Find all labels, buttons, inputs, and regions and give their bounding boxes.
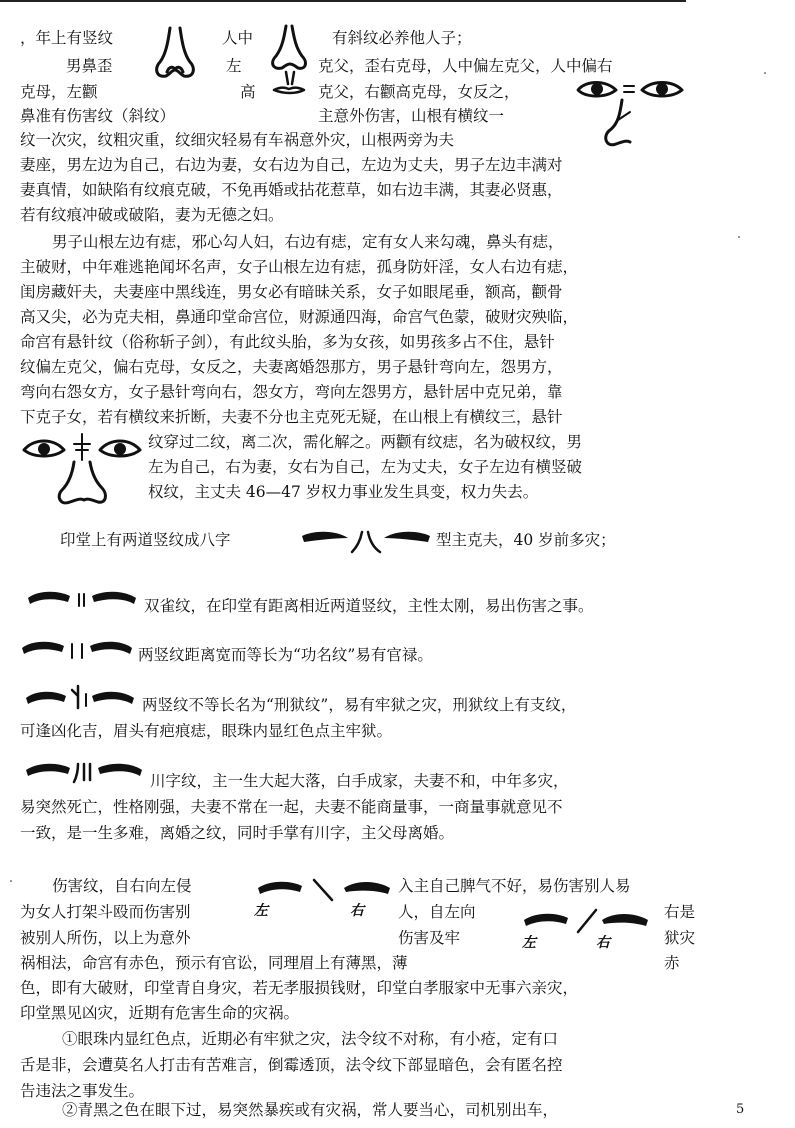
text-line: 被别人所伤，以上为意外: [20, 929, 191, 947]
text-line: 人，自左向: [398, 903, 476, 921]
scan-speck: [764, 72, 766, 74]
text-line: 纹穿过二纹，离二次，需化解之。两颧有纹痣，名为破权纹，男: [148, 433, 583, 451]
text-line: 为女人打架斗殴而伤害别: [20, 903, 191, 921]
label-right: 右: [350, 903, 364, 919]
text-line: 妻真情，如缺陷有纹痕克破，不免再婚或拈花惹草，如右边丰满，其妻必贤惠，: [20, 181, 563, 199]
text-line: ②青黑之色在眼下过，易突然暴疾或有灾祸，常人要当心，司机别出车，: [62, 1101, 559, 1119]
text-line: 色，即有大破财，印堂青自身灾，若无孝服损钱财，印堂白孝服家中无事六亲灾，: [20, 979, 579, 997]
text-line: 妻座，男左边为自己，右边为妻，女右边为自己，左边为丈夫，男子左边丰满对: [20, 156, 563, 174]
chuan-character-lines-figure: [24, 756, 144, 786]
text-line: 主意外伤害，山根有横纹一: [318, 107, 505, 125]
text-line: 狱灾: [664, 929, 696, 947]
text-line: 左: [226, 57, 242, 75]
text-line: 祸相法，命宫有赤色，预示有官讼，同理眉上有薄黑，薄: [20, 954, 408, 972]
text-line: 纹偏左克父，偏右克母，女反之，夫妻离婚怨那方，男子悬针弯向左，怨男方，: [20, 358, 563, 376]
text-line: 克母，左颧: [20, 83, 98, 101]
text-line: 有斜纹必养他人子；: [332, 29, 472, 47]
text-line: 权纹，主丈夫 46—47 岁权力事业发生具变，权力失去。: [148, 483, 539, 501]
text-line: 川字纹，主一生大起大落，白手成家，夫妻不和，中年多灾，: [150, 772, 569, 790]
twin-sparrow-lines-figure: [26, 586, 138, 614]
text-line: 舌是非，会遭莫名人打击有苦难言，倒霉透顶，法令纹下部显暗色，会有匿名控: [20, 1056, 563, 1074]
injury-line-left-to-right-figure: [522, 904, 658, 938]
text-line: 闺房藏奸夫，夫妻座中黑线连，男女必有暗昧关系，女子如眼尾垂，额高，颧骨: [20, 283, 563, 301]
eight-shaped-lines-figure: [300, 522, 432, 556]
scan-speck: [10, 880, 12, 882]
nose-philtrum-figure: [264, 24, 314, 106]
text-line: 克父，右颧高克母，女反之，: [318, 83, 520, 101]
text-line: 入主自己脾气不好，易伤害别人易: [398, 877, 631, 895]
text-line: 克父，歪右克母，人中偏左克父，人中偏右: [318, 57, 613, 75]
crooked-nose-figure: [150, 24, 200, 84]
text-line: 人中: [222, 29, 254, 47]
text-line: 型主克夫，40 岁前多灾；: [436, 531, 616, 549]
eyes-nose-scar-figure: [572, 72, 692, 154]
top-rule: [0, 0, 686, 2]
text-line: 纹一次灾，纹粗灾重，纹细灾轻易有车祸意外灾，山根两旁为夫: [20, 131, 455, 149]
text-line: 一致，是一生多难，离婚之纹，同时手掌有川字，主父母离婚。: [20, 824, 455, 842]
text-line: 右是: [664, 903, 696, 921]
prison-lines-figure: [24, 682, 136, 712]
text-line: 赤: [664, 954, 680, 972]
label-left: 左: [522, 935, 536, 951]
text-line: 印堂上有两道竖纹成八字: [60, 531, 231, 549]
injury-line-right-to-left-figure: [256, 872, 392, 906]
label-left: 左: [254, 903, 268, 919]
text-line: 两竖纹距离宽而等长为“功名纹”易有官禄。: [138, 646, 433, 664]
text-line: 弯向右怨女方，女子悬针弯向右，怨女方，弯向左怨男方，悬针居中克兄弟，靠: [20, 383, 563, 401]
eyes-hanging-needle-figure: [20, 430, 144, 510]
text-line: 男鼻歪: [66, 57, 113, 75]
text-line: 高: [240, 83, 256, 101]
text-line: 主破财，中年难逃艳闻坏名声，女子山根左边有痣，孤身防奸淫，女人右边有痣，: [20, 258, 579, 276]
text-line: 下克子女，若有横纹来折断，夫妻不分也主克死无疑，在山根上有横纹三，悬针: [20, 408, 563, 426]
label-right: 右: [596, 935, 610, 951]
text-line: 命宫有悬针纹（俗称斩子剑），有此纹头胎，多为女孩，如男孩多占不住，悬针: [20, 333, 555, 351]
text-line: 左为自己，右为妻，女右为自己，左为丈夫，女子左边有横竖破: [148, 458, 583, 476]
text-line: ①眼珠内显红色点，近期必有牢狱之灾，法令纹不对称，有小疮，定有口: [62, 1030, 559, 1048]
text-line: 高又尖，必为克夫相，鼻通印堂命宫位，财源通四海，命宫气色蒙，破财灾殃临，: [20, 308, 579, 326]
text-line: 告违法之事发生。: [20, 1082, 145, 1100]
text-line: 男子山根左边有痣，邪心勾人妇，右边有痣，定有女人来勾魂，鼻头有痣，: [52, 233, 564, 251]
text-line: 伤害纹，自右向左侵: [52, 877, 192, 895]
fame-lines-figure: [20, 636, 134, 664]
text-line: ，年上有竖纹: [20, 29, 114, 47]
text-line: 双雀纹，在印堂有距离相近两道竖纹，主性太刚，易出伤害之事。: [144, 597, 594, 615]
text-line: 伤害及牢: [398, 929, 461, 947]
page-number: 5: [736, 1102, 745, 1117]
text-line: 可逢凶化吉，眉头有疤痕痣，眼珠内显红色点主牢狱。: [20, 722, 393, 740]
scan-speck: [738, 236, 740, 238]
text-line: 鼻准有伤害纹（斜纹）: [20, 107, 176, 125]
text-line: 易突然死亡，性格刚强，夫妻不常在一起，夫妻不能商量事，一商量事就意见不: [20, 798, 563, 816]
text-line: 若有纹痕冲破或破陷，妻为无德之妇。: [20, 206, 284, 224]
text-line: 两竖纹不等长名为“刑狱纹”，易有牢狱之灾，刑狱纹上有支纹，: [142, 696, 577, 714]
text-line: 印堂黑见凶灾，近期有危害生命的灾祸。: [20, 1004, 300, 1022]
